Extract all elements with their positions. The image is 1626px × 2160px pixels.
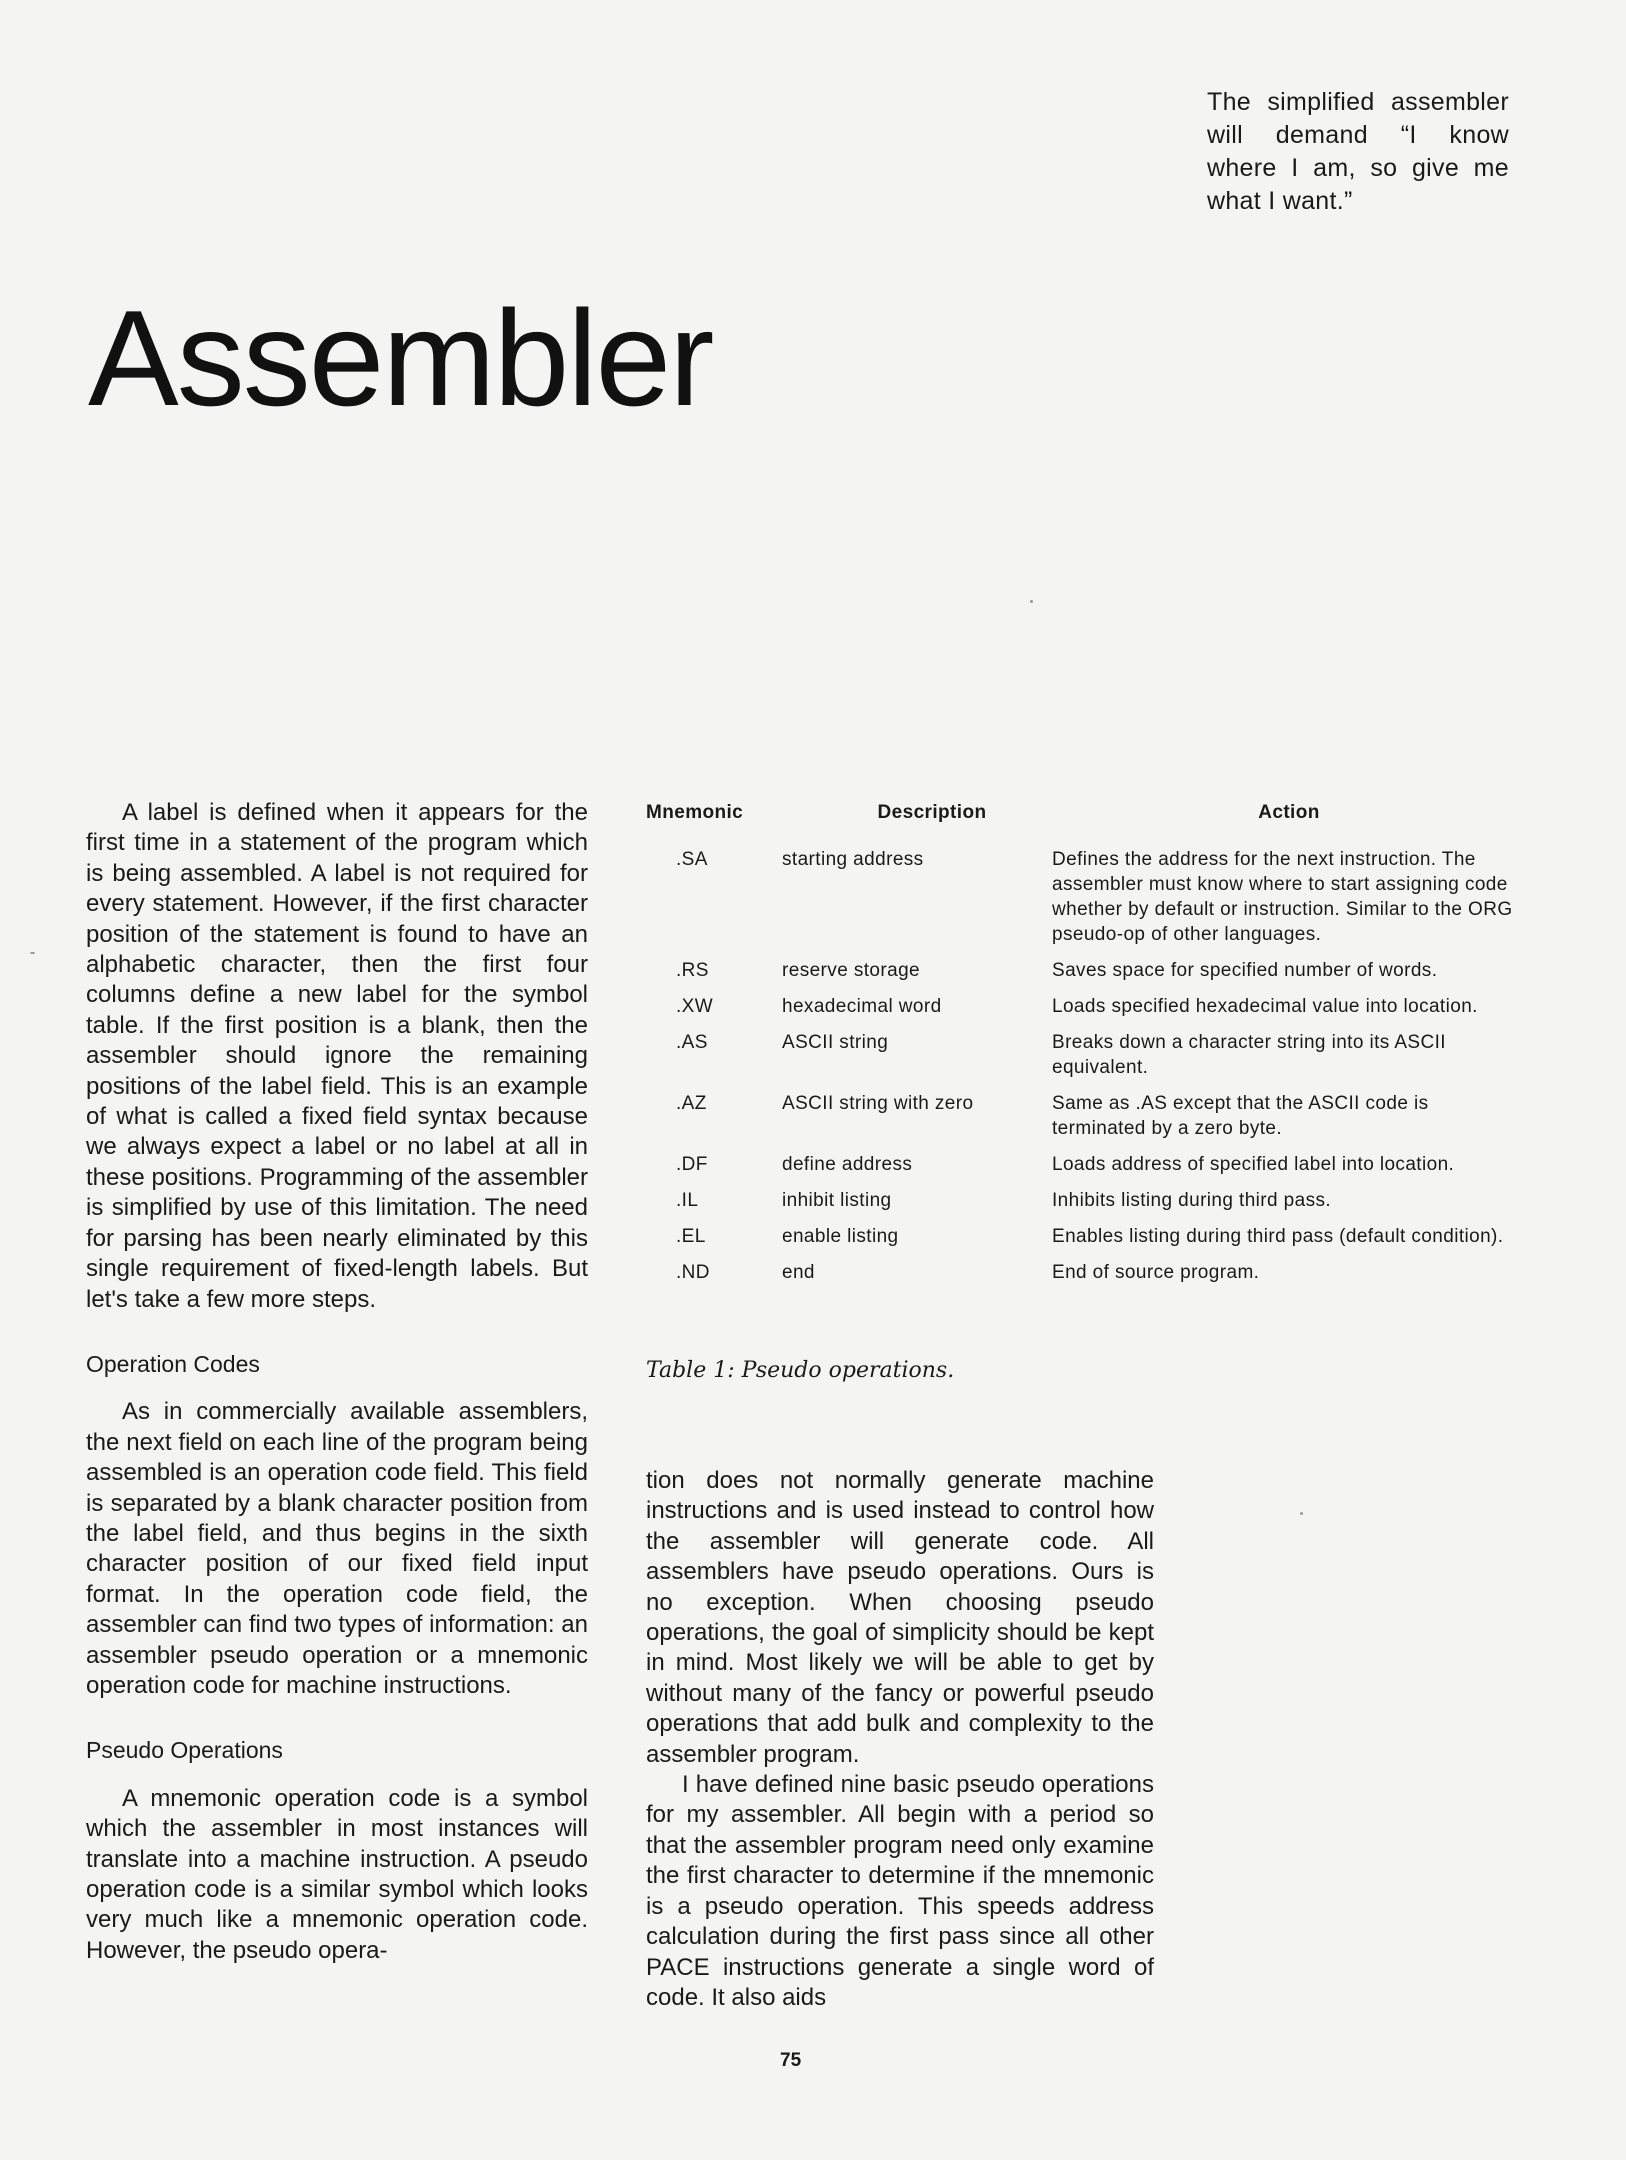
body-paragraph: A label is defined when it appears for the first time in a statement of the program which is being assembled. A label is not required for every statement. However, if the first character position of the statement is found to have an alphabetic character, then the first four columns define a new label for the symbol table. If the first position is a blank, then the assembler should ignore the remaining positions of the label field. This is an example of what is called a fixed field syntax because we always expect a label or no label at all in these positions. Programming of the assembler is simplified by use of this limitation. The need for parsing has been nearly eliminated by this single requirement of fixed-length labels. But let's take a few more steps. [86,799,588,1313]
table-row [646,1152,1526,1177]
description-cell: hexadecimal word [782,996,942,1017]
body-paragraph: A mnemonic operation code is a symbol which the assembler in most instances will translate into a machine instruction. A pseudo operation code is a similar symbol which looks very much like a mnemonic operation code. However, the pseudo opera- [86,1784,588,1964]
table-caption: Table 1: Pseudo operations. [646,1358,955,1383]
mnemonic-cell: .AS [676,1032,708,1053]
body-paragraph: tion does not normally generate machine instructions and is used instead to control how the assembler will generate code. All assemblers have pseudo operations. Ours is no exception. When choosing pseudo operations, the goal of simplicity should be kept in mind. Most likely we will be able to get by without many of the fancy or powerful pseudo operations that add bulk and complexity to the assembler program. [646,1467,1154,1768]
section-heading-operation-codes: Operation Codes [86,1350,260,1377]
body-paragraph: As in commercially available assemblers, the next field on each line of the program being assembled is an operation code field. This field is separated by a blank character position from the label field, and thus begins in the sixth character position of our fixed field input format. In the operation code field, the assembler can find two types of information: an assembler pseudo operation or a mnemonic operation code for machine instructions. [86,1398,588,1699]
description-cell: ASCII string with zero [782,1093,974,1114]
scan-speck [1030,600,1033,603]
header-action: Action [1258,802,1320,823]
mnemonic-cell: .SA [676,849,708,870]
table-row [646,847,1526,947]
table-row [646,1091,1526,1141]
mnemonic-cell: .XW [676,996,714,1017]
table-row [646,994,1526,1019]
description-cell: ASCII string [782,1032,889,1053]
section-heading-pseudo-operations: Pseudo Operations [86,1737,283,1764]
mnemonic-cell: .IL [676,1190,699,1211]
action-cell: Enables listing during third pass (default condition). [1052,1226,1504,1247]
page-title: Assembler [88,282,713,434]
action-cell: Saves space for specified number of words. [1052,960,1438,981]
action-cell: Defines the address for the next instruction. The assembler must know where to start assigning code whether by default or instruction. Similar to the ORG pseudo-op of other languages. [1052,849,1513,945]
table-body [646,847,1526,1285]
scan-speck [30,952,35,954]
action-cell: Loads specified hexadecimal value into location. [1052,996,1478,1017]
table-row [646,1030,1526,1080]
pseudo-operations-table [646,800,1526,1296]
left-column [86,798,588,1966]
description-cell: starting address [782,849,924,870]
body-paragraph: I have defined nine basic pseudo operations for my assembler. All begin with a period so that the assembler program need only examine the first character to determine if the mnemonic is a pseudo operation. This speeds address calculation during the first pass since all other PACE instructions generate a single word of code. It also aids [646,1771,1154,2011]
description-cell: enable listing [782,1226,899,1247]
scan-speck [1300,1512,1303,1515]
table-header [646,800,1526,825]
description-cell: inhibit listing [782,1190,892,1211]
action-cell: Inhibits listing during third pass. [1052,1190,1332,1211]
right-column [646,1466,1154,2013]
mnemonic-cell: .ND [676,1262,710,1283]
action-cell: Loads address of specified label into location. [1052,1154,1455,1175]
header-mnemonic: Mnemonic [646,802,744,823]
action-cell: End of source program. [1052,1262,1260,1283]
page-number: 75 [780,2050,802,2071]
header-description: Description [877,802,987,823]
description-cell: define address [782,1154,913,1175]
description-cell: end [782,1262,815,1283]
table-row [646,1188,1526,1213]
mnemonic-cell: .EL [676,1226,706,1247]
action-cell: Breaks down a character string into its ASCII equivalent. [1052,1032,1446,1078]
mnemonic-cell: .AZ [676,1093,707,1114]
description-cell: reserve storage [782,960,921,981]
action-cell: Same as .AS except that the ASCII code is terminated by a zero byte. [1052,1093,1429,1139]
table-row [646,1224,1526,1249]
pull-quote: The simplified assembler will demand “I know where I am, so give me what I want.” [1207,88,1509,215]
table-row [646,958,1526,983]
table-row [646,1260,1526,1285]
mnemonic-cell: .RS [676,960,709,981]
mnemonic-cell: .DF [676,1154,708,1175]
